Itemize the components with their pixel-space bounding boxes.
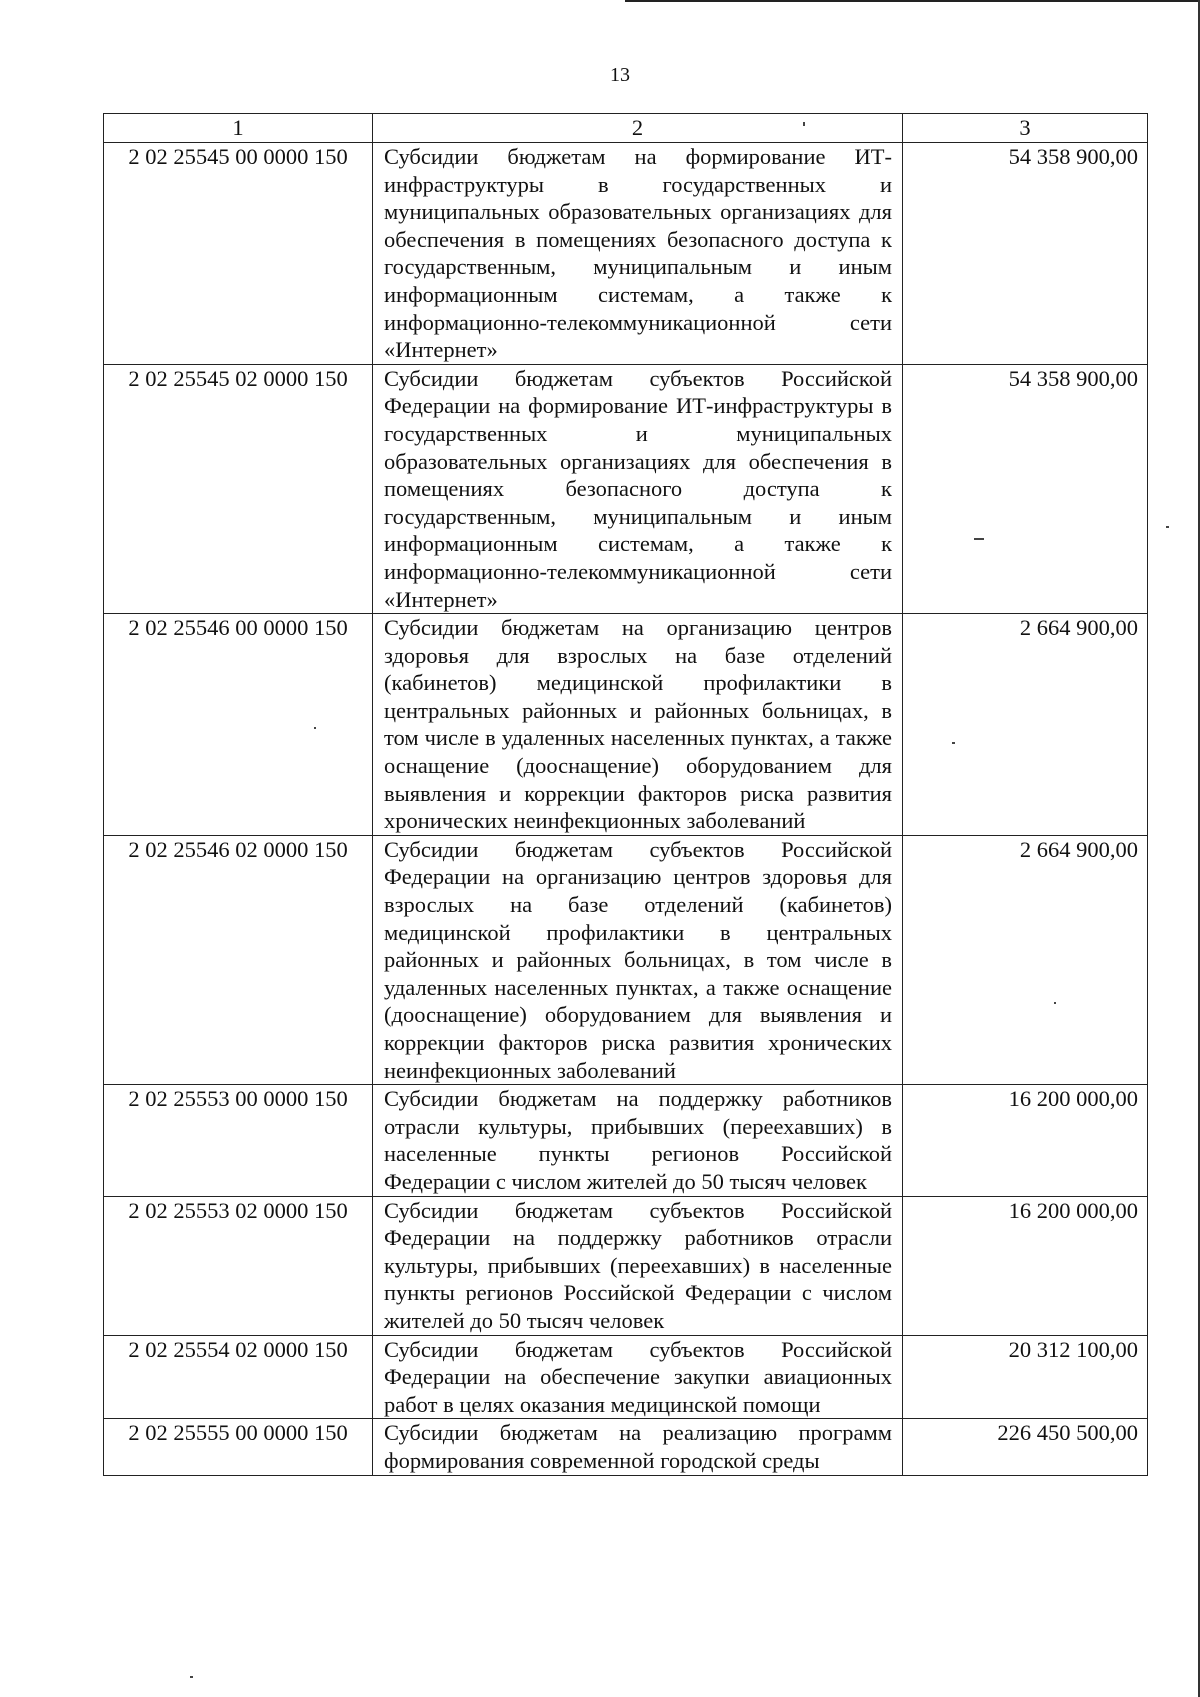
budget-amount: 54 358 900,00 [903,364,1148,613]
budget-amount: 2 664 900,00 [903,614,1148,836]
scan-speck [314,727,316,729]
header-row [104,114,1148,143]
budget-description: Субсидии бюджетам субъектов Российской Федерации на поддержку работников отрасли культуры, прибывших (переехавших) в населенные пункты регионов Российской Федерации с числом жителей до 50 тысяч человек [373,1196,903,1335]
budget-code: 2 02 25546 02 0000 150 [104,835,373,1084]
budget-code: 2 02 25546 00 0000 150 [104,614,373,836]
table-row [104,1335,1148,1419]
budget-amount: 16 200 000,00 [903,1196,1148,1335]
scan-speck [952,742,955,744]
budget-amount: 2 664 900,00 [903,835,1148,1084]
budget-amount: 16 200 000,00 [903,1085,1148,1196]
budget-description: Субсидии бюджетам субъектов Российской Федерации на обеспечение закупки авиационных работ в целях оказания медицинской помощи [373,1335,903,1419]
budget-code: 2 02 25545 02 0000 150 [104,364,373,613]
budget-code: 2 02 25553 00 0000 150 [104,1085,373,1196]
budget-description: Субсидии бюджетам на организацию центров здоровья для взрослых на базе отделений (кабинетов) медицинской профилактики в центральных районных и районных больницах, в том числе в удаленных населенных пунктах, а также оснащение (дооснащение) оборудованием для выявления и коррекции факторов риска развития хронических неинфекционных заболеваний [373,614,903,836]
budget-code: 2 02 25545 00 0000 150 [104,143,373,365]
page-number: 13 [610,64,630,86]
budget-code: 2 02 25555 00 0000 150 [104,1419,373,1475]
table-row [104,1419,1148,1475]
table-row [104,614,1148,836]
column-header-3: 3 [903,114,1148,143]
budget-amount: 20 312 100,00 [903,1335,1148,1419]
scan-speck [974,538,984,540]
budget-code: 2 02 25554 02 0000 150 [104,1335,373,1419]
budget-amount: 226 450 500,00 [903,1419,1148,1475]
table-row [104,1196,1148,1335]
budget-description: Субсидии бюджетам на реализацию программ формирования современной городской среды [373,1419,903,1475]
table-row [104,143,1148,365]
scan-top-edge [625,0,1200,2]
budget-table [103,113,1148,1476]
budget-code: 2 02 25553 02 0000 150 [104,1196,373,1335]
column-header-1: 1 [104,114,373,143]
scan-speck [190,1676,193,1678]
budget-description: Субсидии бюджетам субъектов Российской Федерации на формирование ИТ-инфраструктуры в государственных и муниципальных образовательных организациях для обеспечения в помещениях безопасного доступа к государственным, муниципальным и иным информационным системам, а также к информационно-телекоммуникационной сети «Интернет» [373,364,903,613]
table-row [104,835,1148,1084]
table-row [104,364,1148,613]
budget-description: Субсидии бюджетам на поддержку работников отрасли культуры, прибывших (переехавших) в населенные пункты регионов Российской Федерации с числом жителей до 50 тысяч человек [373,1085,903,1196]
scan-speck [1054,1002,1056,1004]
scan-speck [803,122,805,126]
budget-description: Субсидии бюджетам субъектов Российской Федерации на организацию центров здоровья для взрослых на базе отделений (кабинетов) медицинской профилактики в центральных районных и районных больницах, в том числе в удаленных населенных пунктах, а также оснащение (дооснащение) оборудованием для выявления и коррекции факторов риска развития хронических неинфекционных заболеваний [373,835,903,1084]
scan-speck [1166,526,1169,528]
column-header-2: 2 [373,114,903,143]
budget-description: Субсидии бюджетам на формирование ИТ-инфраструктуры в государственных и муниципальных образовательных организациях для обеспечения в помещениях безопасного доступа к государственным, муниципальным и иным информационным системам, а также к информационно-телекоммуникационной сети «Интернет» [373,143,903,365]
table-row [104,1085,1148,1196]
budget-amount: 54 358 900,00 [903,143,1148,365]
